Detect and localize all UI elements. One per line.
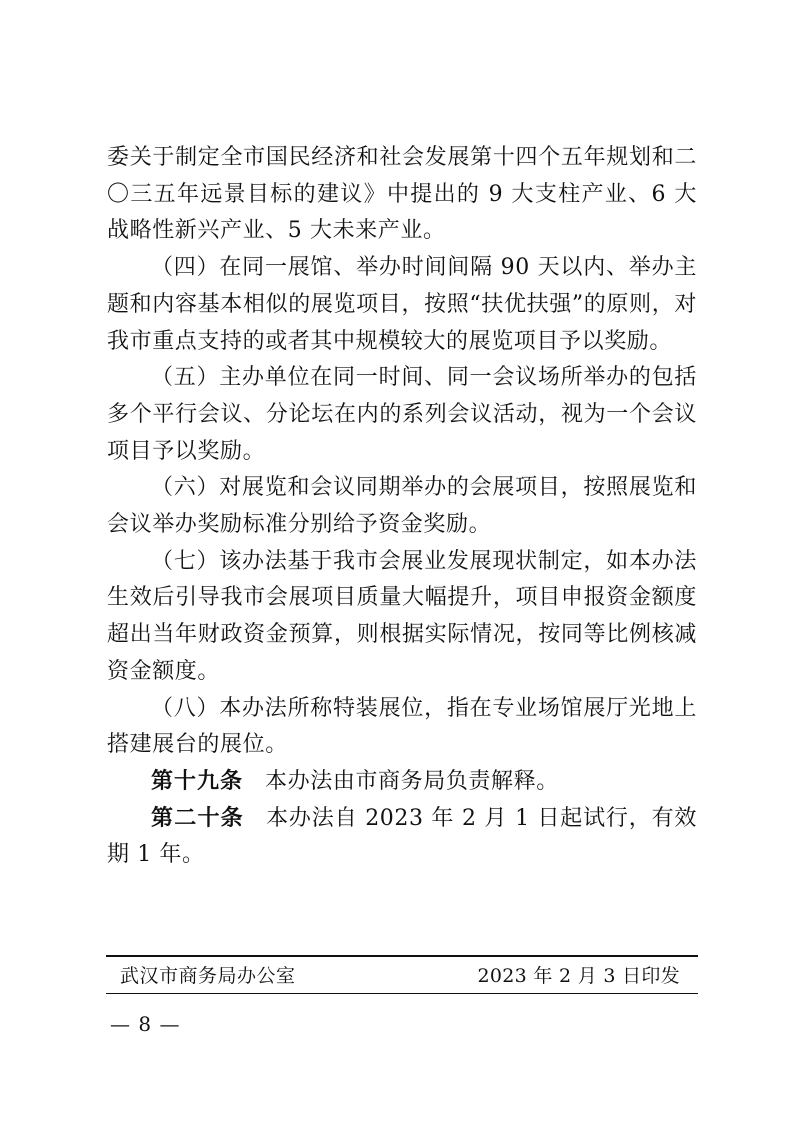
paragraph-item-five: （五）主办单位在同一时间、同一会议场所举办的包括多个平行会议、分论坛在内的系列会议活动，视为一个会议项目予以奖励。	[107, 365, 697, 464]
paragraph-continued-policy-reference: 委关于制定全市国民经济和社会发展第十四个五年规划和二〇三五年远景目标的建议》中提出的 9 大支柱产业、6 大战略性新兴产业、5 大未来产业。	[107, 145, 697, 244]
paragraph-item-seven: （七）该办法基于我市会展业发展现状制定，如本办法生效后引导我市会展项目质量大幅提升，项目申报资金额度超出当年财政资金预算，则根据实际情况，按同等比例核减资金额度。	[107, 548, 697, 684]
article-twenty	[107, 801, 697, 874]
document-body	[107, 140, 697, 874]
issuer-name: 武汉市商务局办公室	[120, 965, 296, 987]
article-nineteen-text: 本办法由市商务局负责解释。	[265, 768, 559, 794]
issuance-footer	[120, 961, 680, 991]
article-twenty-label: 第二十条	[151, 805, 244, 831]
footer-top-rule	[106, 955, 698, 957]
paragraph-item-eight: （八）本办法所称特装展位，指在专业场馆展厅光地上搭建展台的展位。	[107, 695, 697, 758]
page-number: — 8 —	[110, 1012, 181, 1036]
paragraph-item-six: （六）对展览和会议同期举办的会展项目，按照展览和会议举办奖励标准分别给予资金奖励。	[107, 475, 697, 538]
article-twenty-text: 本办法自 2023 年 2 月 1 日起试行，有效期 1 年。	[107, 805, 697, 868]
paragraph-item-four: （四）在同一展馆、举办时间间隔 90 天以内、举办主题和内容基本相似的展览项目，按照“扶优扶强”的原则，对我市重点支持的或者其中规模较大的展览项目予以奖励。	[107, 255, 697, 354]
issue-date: 2023 年 2 月 3 日印发	[477, 965, 680, 987]
footer-bottom-rule	[106, 993, 698, 994]
article-nineteen	[107, 764, 697, 801]
article-nineteen-label: 第十九条	[151, 768, 244, 794]
